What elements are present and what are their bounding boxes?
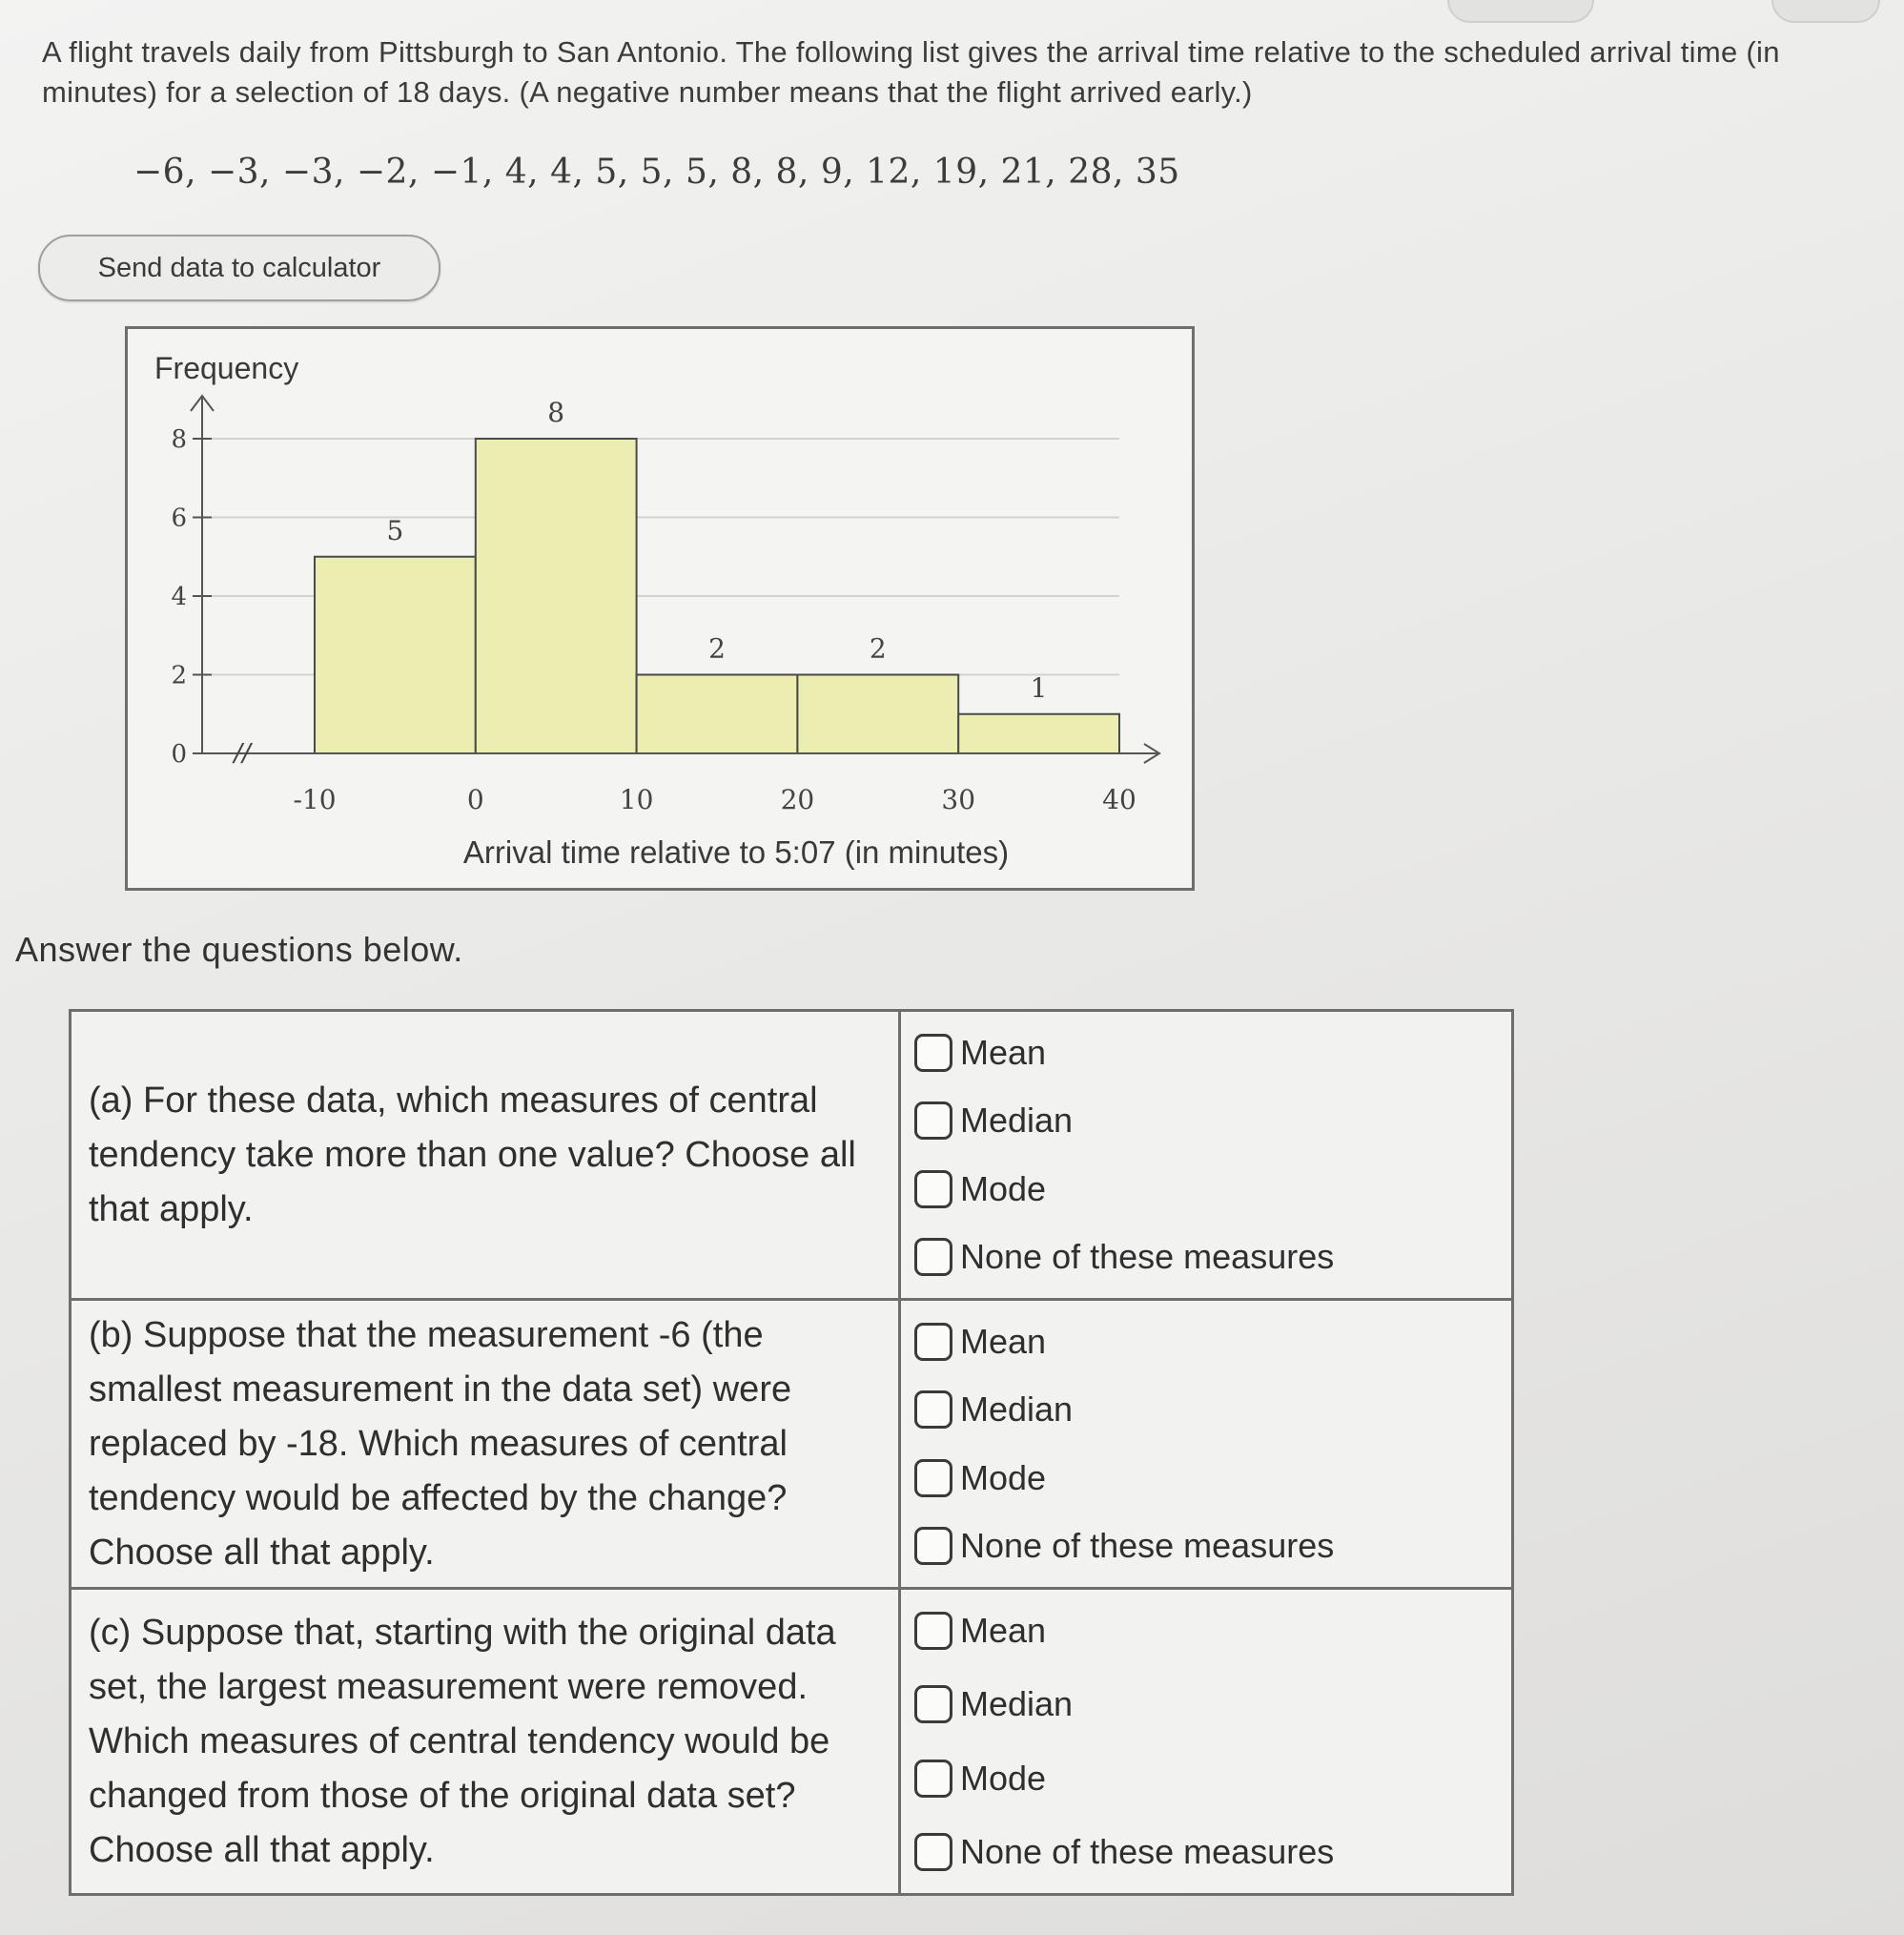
bar-value-label: 5	[386, 514, 404, 546]
question-b-text: (b) Suppose that the measurement -6 (the smallest measurement in the data set) were replaced by -18. Which measures of central tendency would be affected by the change? Choose all that apply.	[72, 1301, 901, 1587]
bar-value-label: 2	[708, 632, 726, 665]
problem-intro: A flight travels daily from Pittsburgh to San Antonio. The following list gives the arrival time relative to the scheduled arrival time (in minutes) for a selection of 18 days. (A negative number means that the flight arrived early.)	[42, 35, 1780, 109]
questions-table	[69, 1009, 1514, 1896]
bar	[637, 675, 798, 754]
option-label: Mode	[960, 1457, 1047, 1497]
option-b-median[interactable]	[914, 1378, 1498, 1441]
checkbox[interactable]	[914, 1238, 952, 1276]
y-axis-title: Frequency	[154, 351, 299, 385]
question-row-b	[72, 1301, 1511, 1590]
x-axis-title: Arrival time relative to 5:07 (in minutes)	[462, 834, 1010, 870]
question-a-text: (a) For these data, which measures of central tendency take more than one value? Choose all that apply.	[72, 1012, 901, 1298]
checkbox[interactable]	[914, 1612, 952, 1650]
option-label: None of these measures	[960, 1525, 1335, 1565]
option-c-median[interactable]	[914, 1673, 1498, 1736]
histogram-panel	[125, 326, 1195, 891]
option-b-none[interactable]	[914, 1514, 1498, 1577]
question-row-c	[72, 1590, 1511, 1896]
option-a-none[interactable]	[914, 1225, 1498, 1288]
top-tab-button[interactable]	[1447, 0, 1594, 23]
bar	[315, 557, 476, 753]
send-data-button[interactable]: Send data to calculator	[38, 235, 440, 301]
question-a-options	[901, 1012, 1511, 1298]
data-list: −6, −3, −3, −2, −1, 4, 4, 5, 5, 5, 8, 8, 9, 12, 19, 21, 28, 35	[133, 153, 1180, 192]
checkbox[interactable]	[914, 1034, 952, 1072]
option-label: None of these measures	[960, 1236, 1335, 1276]
checkbox[interactable]	[914, 1760, 952, 1798]
x-tick-label: -10	[293, 784, 337, 815]
y-tick-label: 0	[171, 740, 187, 769]
option-b-mean[interactable]	[914, 1310, 1498, 1373]
option-a-mean[interactable]	[914, 1021, 1498, 1084]
bar-value-label: 1	[1030, 671, 1048, 704]
option-a-mode[interactable]	[914, 1158, 1498, 1221]
option-label: Mean	[960, 1033, 1047, 1072]
axis-break-mark: //	[234, 739, 251, 768]
option-b-mode[interactable]	[914, 1447, 1498, 1510]
bar-value-label: 2	[869, 632, 887, 665]
option-label: Mean	[960, 1611, 1047, 1650]
question-c-options	[901, 1590, 1511, 1893]
y-tick-label: 8	[171, 425, 187, 454]
checkbox[interactable]	[914, 1527, 952, 1565]
bar-value-label: 8	[547, 397, 565, 428]
checkbox[interactable]	[914, 1833, 952, 1871]
checkbox[interactable]	[914, 1101, 952, 1140]
checkbox[interactable]	[914, 1390, 952, 1429]
option-a-median[interactable]	[914, 1089, 1498, 1152]
x-tick-label: 20	[780, 784, 815, 815]
option-c-mode[interactable]	[914, 1747, 1498, 1810]
option-label: Median	[960, 1389, 1074, 1430]
question-c-text: (c) Suppose that, starting with the original data set, the largest measurement were removed. Which measures of central tendency would be changed from those of the original data set? Choose all that apply.	[72, 1590, 901, 1893]
option-label: Mean	[960, 1322, 1047, 1361]
x-tick-label: 40	[1102, 784, 1136, 815]
option-c-none[interactable]	[914, 1821, 1498, 1884]
bar	[797, 675, 958, 754]
checkbox[interactable]	[914, 1170, 952, 1208]
y-tick-label: 6	[171, 504, 187, 533]
option-label: Mode	[960, 1758, 1047, 1798]
x-tick-label: 10	[619, 784, 654, 815]
x-tick-label: 30	[941, 784, 976, 815]
answer-heading: Answer the questions below.	[15, 930, 463, 969]
y-tick-label: 4	[171, 583, 187, 611]
checkbox[interactable]	[914, 1459, 952, 1497]
x-tick-label: 0	[466, 784, 484, 815]
bar	[958, 714, 1119, 753]
bar	[476, 439, 637, 753]
option-label: Mode	[960, 1168, 1047, 1208]
checkbox[interactable]	[914, 1323, 952, 1361]
question-row-a	[72, 1012, 1511, 1301]
y-tick-label: 2	[171, 661, 187, 690]
question-b-options	[901, 1301, 1511, 1587]
checkbox[interactable]	[914, 1685, 952, 1723]
option-c-mean[interactable]	[914, 1599, 1498, 1662]
histogram-chart	[128, 329, 1192, 888]
option-label: Median	[960, 1101, 1074, 1141]
option-label: Median	[960, 1684, 1074, 1724]
top-tab-button-right[interactable]	[1771, 0, 1880, 23]
option-label: None of these measures	[960, 1831, 1335, 1871]
